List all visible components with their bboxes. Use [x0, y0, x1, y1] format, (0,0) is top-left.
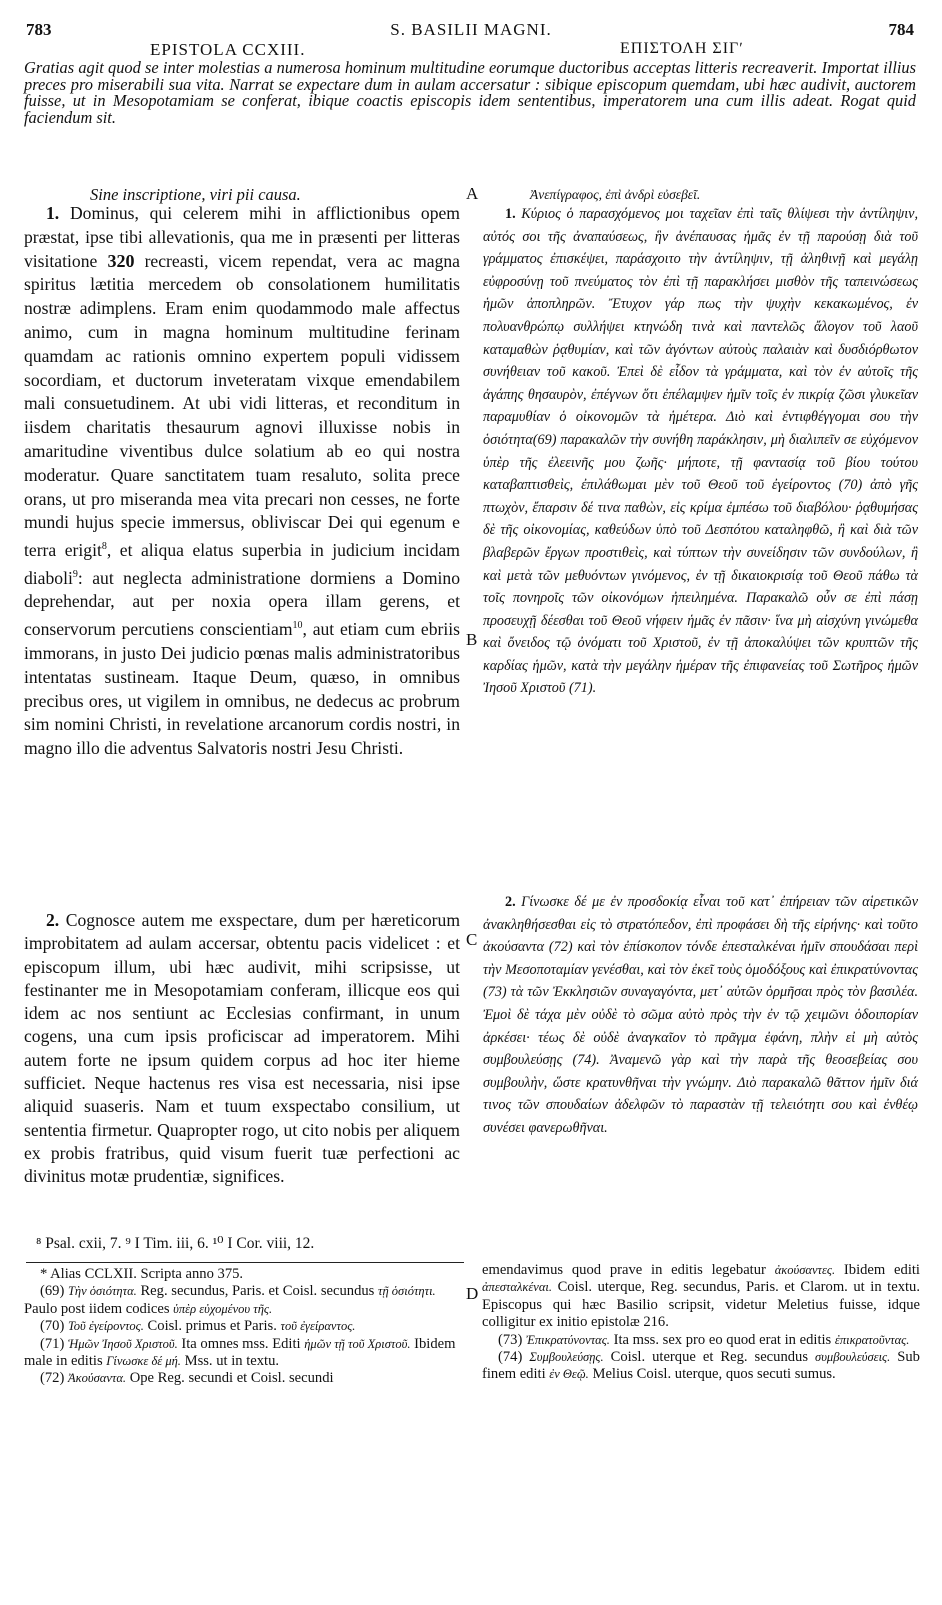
letter-summary: Gratias agit quod se inter molestias a numerosa hominum multitudine eorumque ductoribus acceptas litteris recreaverit. Importat illius preces pro miserabili sua vita. Narrat se expectare dum in aulam accersatur : sibique episcopum quemdam, ubi hæc audivit, auctorem fuisse, ut in Mesopotamiam se conferat, ibique coactis episcopis idem sententibus, imperatorem una cum illis adeat. Rogat quid faciendum sit. — [24, 58, 916, 127]
note-ref: (70) — [838, 477, 863, 494]
greek-text: ἀπὸ γῆς πτωχὸν, ἔπαρσιν δέ τινα παθὼν, εἰς κρίμα ἐμπέσω τοῦ διαβόλου· ῥᾳθυμήσας δὲ τῆς οἰκονομίας, καθεύδων ὑπὸ τοῦ Δεσπότου καταληφθῶ, ἢ καὶ διὰ τῶν βλαβερῶν ἔργων προστιθεὶς, καὶ τύπτων τὴν συνείδησιν τῶν συνδούλων, ἢ καὶ μετὰ τῶν μεθυόντων γινόμενος, ἐν τῇ δικαιοκρισίᾳ τοῦ Θεοῦ πάθω τὰ τοῖς πονηροῖς τῶν οἰκονόμων ἠπειλημένα. Παρακαλῶ οὖν σε ἐπὶ πάσῃ προσευχῇ δέεσθαι τοῦ Θεοῦ νήφειν ἡμᾶς ἐν πᾶσιν· ἵνα μὴ αἰσχύνη γινώμεθα καὶ ὄνειδος τῷ ὀνόματι τοῦ Χριστοῦ, ἐν τῇ ἀποκαλύψει τῶν κρυπτῶν τῆς καρδίας ἡμῶν, κατὰ τὴν μεγάλην ἡμέραν τῆς ἐπιφανείας τοῦ Σωτῆρος ἡμῶν Ἰησοῦ Χριστοῦ — [483, 477, 918, 697]
note-number: (71) — [40, 1335, 65, 1352]
note-number: (74) — [498, 1349, 523, 1366]
latin-paragraph-2 — [24, 909, 460, 1189]
page-marker: 320 — [107, 250, 135, 271]
latin-text: recreasti, vicem rependat, vera ac magna spiritus lætitia mercedem ob consolationem humilitatis nostræ adimplens. Eram enim quodammodo male affectus animo, cum in magna hominum multitudine ferinam quamdam ac rationis omnino expertem populi vidissem socordiam, et ductorum inveteratam vixque emendabilem mali consuetudinem. At ubi vidi litteras, et reconditum in iisdem charitatis thesaurum agnovi illuxisse nobis in amaritudine viventibus dulce solatium ab eo qui nostra moderatur. Quare sanctitatem tuam resaluto, solita prece orans, ut pro miseranda mea vita precari non cesses, ne forte mundi hujus specie immersus, obliviscar Dei qui egenum e terra erigit — [24, 250, 460, 561]
note-ref: (73) — [483, 984, 507, 1001]
greek-paragraph-2 — [483, 891, 918, 1140]
greek-variant: ἐν Θεῷ. — [549, 1367, 589, 1382]
running-title: S. BASILII MAGNI. — [390, 20, 552, 39]
note-number: (69) — [40, 1283, 65, 1300]
greek-variant: τῇ ὁσιότητι. — [378, 1284, 436, 1299]
note-text: Sub finem editi — [482, 1349, 920, 1383]
note-ref: (74). — [572, 1052, 600, 1069]
page-number-left: 783 — [26, 20, 52, 39]
note-text: Reg. secundus, Paris. et Coisl. secundus — [140, 1283, 375, 1300]
note-star: * Alias CCLXII. Scripta anno 375. — [40, 1266, 244, 1282]
greek-letter-title: ΕΠΙΣΤΟΛΗ ΣΙΓʹ — [620, 40, 744, 57]
greek-variant: ἀπεσταλκέναι. — [482, 1280, 552, 1295]
greek-text: τὰ τῶν Ἐκκλησιῶν συναγαγόντα, μετ᾽ αὐτῶν ὁρμῆσαι πρὸς τὸν βασιλέα. Ἐμοὶ δὲ τάχα μὲν οὐδὲ τὸ σῶμα αὐτὸ πρὸς τὴν ἐν τῷ χειμῶνι ὁδοιπορίαν ἀρκέσει· τέως δὲ οὐδὲ ἀναγκαῖον τὸ πρᾶγμα ἐφάνη, πλὴν εἰ μὴ αὐτὸς συμβουλεύσῃς — [483, 984, 918, 1069]
latin-text: Cognosce autem me exspectare, dum per hæreticorum improbitatem ad aulam accersar, obtentu pacis videlicet : et episcopum illum, ubi hæc audivit, mihi scripsisse, ut festinanter me in Mesopotamiam conferam, illicque eos qui idem ac nos sentiunt ac Ecclesias confirmant, in unum cogens, una cum ipsis proficiscar ad imperatorem. Mihi autem forte ne ipsum quidem corpus ad hoc iter hieme sufficiet. Neque hactenus res visa est necessaria, nisi ipse aliquid suaseris. Nam et tuum exspectabo consilium, ut sententia firmetur. Quapropter rogo, ut cito nobis per aliquem ex probis fratribus, quid visum fuerit tuæ perfectioni ac divinitus motæ prudentiæ, significes. — [24, 910, 461, 1187]
note-72 — [24, 1370, 456, 1387]
note-number: (72) — [40, 1370, 65, 1387]
margin-mark-a: A — [466, 184, 479, 203]
greek-variant: συμβουλεύσεις. — [815, 1350, 891, 1365]
footnote-ref: 10 — [292, 620, 303, 632]
latin-paragraph-1 — [24, 202, 460, 761]
note-text: Ope Reg. secundi et Coisl. secundi — [129, 1370, 334, 1387]
latin-text: , et aliqua elatus superbia in judicium incidam diaboli — [24, 540, 460, 588]
paragraph-number: 2. — [46, 910, 60, 930]
note-ref: (69) — [532, 431, 557, 448]
greek-variant: Συμβουλεύσῃς. — [529, 1350, 604, 1365]
margin-mark-b: B — [466, 630, 478, 649]
paragraph-number: 1. — [46, 203, 60, 223]
notes-right-column — [482, 1262, 920, 1384]
margin-mark-c: C — [466, 930, 478, 949]
latin-letter-title: EPISTOLA CCXIII. — [150, 40, 306, 59]
note-text: Mss. ut in textu. — [184, 1353, 280, 1370]
footnote-ref: 9 — [72, 568, 78, 580]
greek-variant: Τὴν ὁσιότητα. — [67, 1284, 137, 1299]
note-70 — [24, 1318, 456, 1335]
note-text: Paulo post iidem codices — [24, 1300, 170, 1317]
note-text: Coisl. uterque et Reg. secundus — [610, 1349, 809, 1366]
greek-variant: Τοῦ ἐγείροντος. — [67, 1319, 144, 1334]
greek-text: παρακαλῶν τὴν συνήθη παράκλησιν, μὴ διαλιπεῖν σε εὐχόμενον ὑπὲρ τῆς ἐλεεινῆς μου ζωῆς· μήποτε, τῇ φαντασίᾳ τοῦ βίου τούτου καταβαπτισθεὶς, ἐπιλάθωμαι μὲν τοῦ Θεοῦ τοῦ ἐγείροντος — [483, 431, 918, 494]
note-text: Coisl. uterque, Reg. secundus, Paris. et Clarom. ut in textu. Episcopus qui hæc Basilio scripsit, videtur Meletius fuisse, idque colligitur ex initio epistolæ 216. — [482, 1279, 921, 1331]
note-ref: (71). — [568, 680, 597, 697]
greek-variant: ἡμῶν τῇ τοῦ Χριστοῦ. — [304, 1336, 411, 1351]
greek-subtitle: Ἀνεπίγραφος, ἐπὶ ἀνδρὶ εὐσεβεῖ. — [530, 187, 701, 202]
footnote-divider — [26, 1262, 464, 1263]
latin-text: Dominus, qui celerem mihi in afflictionibus opem præstat, ipse tibi allevationis, qua me in præsenti per litteras visitatione — [24, 203, 460, 271]
note-72-continued — [482, 1262, 920, 1332]
paragraph-number: 1. — [505, 206, 516, 222]
page-number-right: 784 — [888, 20, 914, 39]
greek-text: Κύριος ὁ παρασχόμενος μοι ταχεῖαν ἐπὶ ταῖς θλίψεσι τὴν ἀντίληψιν, αὐτός σοι τῆς ἀναπαύσεως, ἣν ἀνέπαυσας ἡμᾶς ἐν τῇ παρούσῃ διὰ τοῦ γράμματος ἐπισκέψει, παράσχοιτο τὴν ἀντίληψιν, τῇ ἀληθινῇ καὶ μεγάλῃ εὐφροσύνῃ τοῦ πνεύματος τὸν ἐπὶ τῇ παρακλήσει μισθὸν τῆς ταπεινώσεως ἡμῶν ἀποπληρῶν. Ἔτυχον γάρ πως τὴν ψυχὴν κεκακωμένος, ἐν πολυανθρώπῳ συλλήψει κτηνώδη τινὰ καὶ παντελῶς ἄλογον τοῦ λαοῦ καταμαθὼν ῥᾳθυμίαν, καὶ τῶν ἀγόντων αὐτοὺς παλαιὰν καὶ δυσδιόρθωτον συνήθειαν τοῦ κακοῦ. Ἐπεὶ δὲ εἶδον τὰ γράμματα, καὶ τὸν ἐν αὐτοῖς τῆς ἀγάπης θησαυρὸν, ἐπέγνων ὅτι ἐπέλαμψεν ἡμῖν τοῖς ἐν πικρίᾳ ζῶσι γλυκεῖαν παραμυθίαν ὁ οἰκονομῶν τὰ ἡμέτερα. Διὸ καὶ ἐντιφθέγγομαι σου τὴν ὁσιότητα — [483, 206, 918, 448]
greek-variant: ἀκούσαντες. — [774, 1263, 836, 1277]
note-text: emendavimus quod prave in editis legebatur — [482, 1262, 766, 1278]
greek-variant: Ἡμῶν Ἰησοῦ Χριστοῦ. — [67, 1336, 178, 1351]
note-71 — [24, 1336, 456, 1371]
note-ref: (72) — [548, 939, 573, 956]
note-73 — [482, 1332, 920, 1349]
note-number: (73) — [498, 1331, 523, 1348]
footnote-ref: 8 — [101, 541, 107, 553]
note-text: Melius Coisl. uterque, quos secuti sumus. — [592, 1366, 836, 1383]
note-text: Ibidem male in editis — [24, 1335, 456, 1370]
greek-text: Ἀναμενῶ γὰρ καὶ τὴν παρὰ τῆς θεοσεβείας σου συμβουλὴν, ὥστε κρατυνθῆναι τὴν γνώμην. Διὸ παρακαλῶ θᾶττον ἡμῖν διά τινος τῶν σπουδαίων ἀδελφῶν τὸ παραστὰν τῇ τελειότητι σου καὶ ἐνθέῳ συνέσει φανερωθῆναι. — [483, 1052, 918, 1136]
note-69 — [24, 1283, 456, 1318]
note-text: Coisl. primus et Paris. — [147, 1318, 277, 1335]
note-number: (70) — [40, 1318, 65, 1335]
paragraph-number: 2. — [505, 894, 516, 910]
greek-variant: Ἀκούσαντα. — [67, 1371, 127, 1386]
greek-variant: Ἐπικρατύνοντας. — [525, 1332, 610, 1347]
margin-mark-d: D — [466, 1284, 479, 1303]
greek-variant: ἐπικρατοῦντας. — [834, 1332, 910, 1347]
latin-text: : aut neglecta administratione dormiens a Domino deprehendar, aut per noxia opera illam gerens, et conservorum percutiens conscientiam — [24, 567, 460, 640]
note-text: Ibidem editi — [843, 1262, 920, 1278]
page-header — [0, 0, 942, 44]
scripture-references: ⁸ Psal. cxii, 7. ⁹ I Tim. iii, 6. ¹⁰ I Cor. viii, 12. — [36, 1235, 315, 1252]
latin-subtitle: Sine inscriptione, viri pii causa. — [90, 185, 301, 204]
greek-variant: τοῦ ἐγείραντος. — [280, 1319, 356, 1334]
notes-left-column — [24, 1266, 456, 1388]
greek-variant: Γίνωσκε δέ μή. — [106, 1354, 181, 1369]
latin-text: , aut etiam cum ebriis immorans, in justo Dei judicio pœnas malis administratoribus intentatas sustineam. Itaque Deum, quæso, in omnibus precibus ores, ut vigilem in omnibus, ne dedecus ac probrum sim nomini Christi, in revelatione arcanorum cordis nostri, in magno illo die adventus Salvatoris nostri Jesu Christi. — [24, 619, 460, 759]
note-text: Ita mss. sex pro eo quod erat in editis — [613, 1331, 832, 1348]
greek-text: καὶ τὸν ἐπίσκοπον τόνδε ἐπεσταλκέναι ἡμῖν σπουδάσαι περὶ τὴν Μεσοποταμίαν γενέσθαι, καὶ τὸν ἐκεῖ τοὺς ὁμοδόξους καὶ ἐπικρατύνοντας — [483, 939, 919, 978]
greek-text: Γίνωσκε δέ με ἐν προσδοκίᾳ εἶναι τοῦ κατ᾽ ἐπήρειαν τῶν αἱρετικῶν ἀνακληθήσεσθαι εἰς τὸ στρατόπεδον, ἐπὶ προφάσει δὴ τῆς εἰρήνης· καὶ τοῦτο ἀκούσαντα — [483, 894, 918, 956]
greek-variant: ὑπὲρ εὐχομένου τῆς. — [173, 1301, 273, 1316]
note-text: Ita omnes mss. Editi — [181, 1335, 301, 1352]
greek-paragraph-1 — [483, 203, 918, 700]
note-74 — [482, 1349, 920, 1384]
